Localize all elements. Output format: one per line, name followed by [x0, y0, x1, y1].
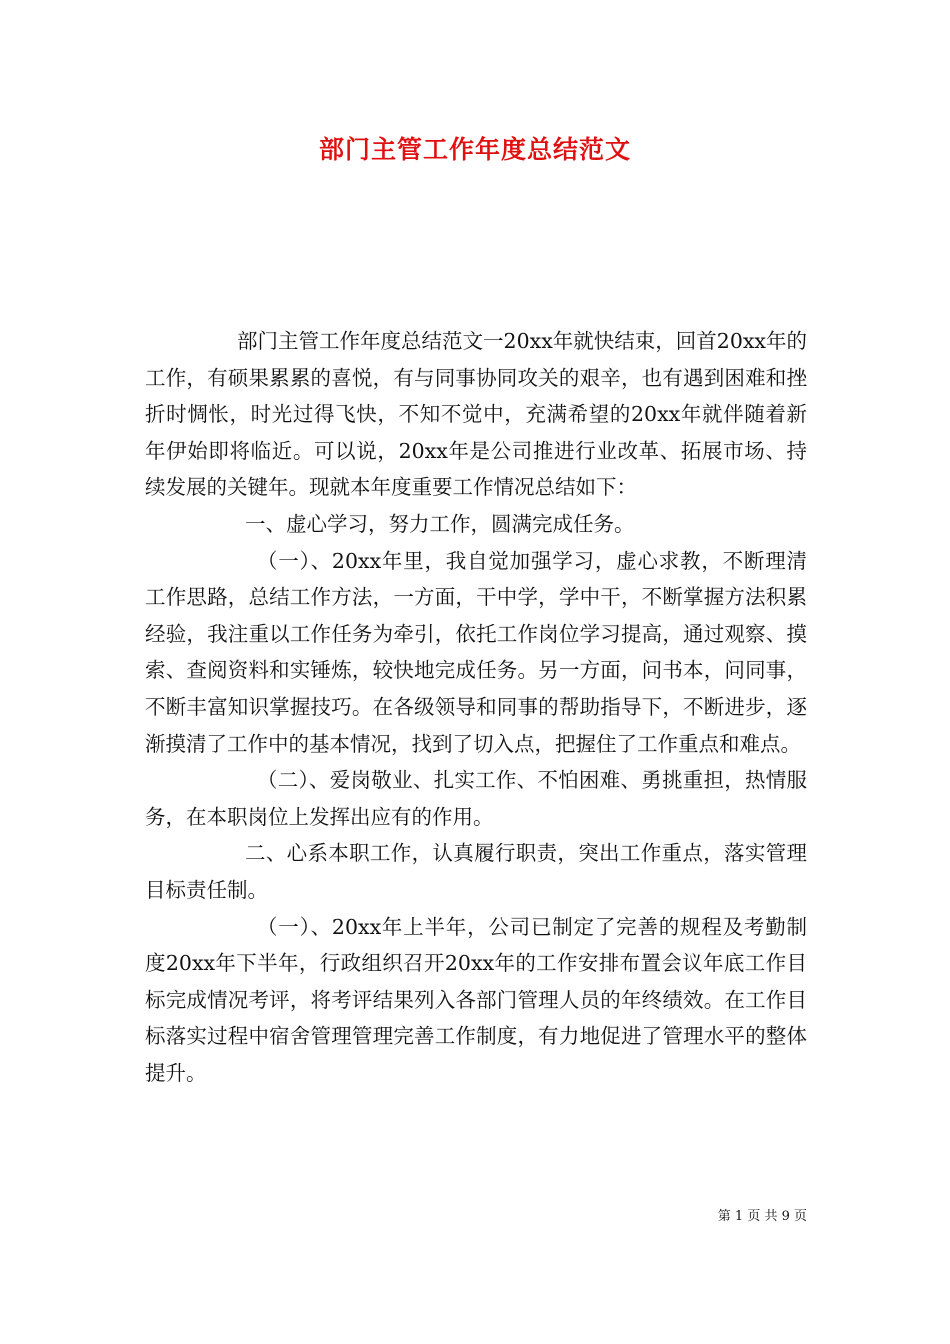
paragraph-section-2-item-1: （一）、20xx年上半年，公司已制定了完善的规程及考勤制度20xx年下半年，行政组织召开20xx年的工作安排布置会议年底工作目标完成情况考评，将考评结果列入各部门管理人员的年终绩效。在工作目标落实过程中宿舍管理管理完善工作制度，有力地促进了管理水平的整体提升。	[145, 914, 807, 1085]
paragraph-section-1-item-1: （一）、20xx年里，我自觉加强学习，虚心求教，不断理清工作思路，总结工作方法，一方面，干中学，学中干，不断掌握方法积累经验，我注重以工作任务为牵引，依托工作岗位学习提高，通过观察、摸索、查阅资料和实锤炼，较快地完成任务。另一方面，问书本，问同事，不断丰富知识掌握技巧。在各级领导和同事的帮助指导下，不断进步，逐渐摸清了工作中的基本情况，找到了切入点，把握住了工作重点和难点。	[145, 548, 807, 756]
paragraph-section-1-item-2: （二）、爱岗敬业、扎实工作、不怕困难、勇挑重担，热情服务，在本职岗位上发挥出应有的作用。	[145, 768, 807, 829]
section-heading-1: 一、虚心学习，努力工作，圆满完成任务。	[245, 511, 635, 536]
document-body	[145, 323, 807, 1091]
document-title: 部门主管工作年度总结范文	[318, 135, 631, 164]
paragraph-intro: 部门主管工作年度总结范文一20xx年就快结束，回首20xx年的工作，有硕果累累的喜悦，有与同事协同攻关的艰辛，也有遇到困难和挫折时惆怅，时光过得飞快，不知不觉中，充满希望的20xx年就伴随着新年伊始即将临近。可以说，20xx年是公司推进行业改革、拓展市场、持续发展的关键年。现就本年度重要工作情况总结如下：	[145, 329, 807, 500]
section-heading-2: 二、心系本职工作，认真履行职责，突出工作重点，落实管理目标责任制。	[145, 841, 807, 902]
page-number: 第 1 页 共 9 页	[717, 1209, 807, 1224]
